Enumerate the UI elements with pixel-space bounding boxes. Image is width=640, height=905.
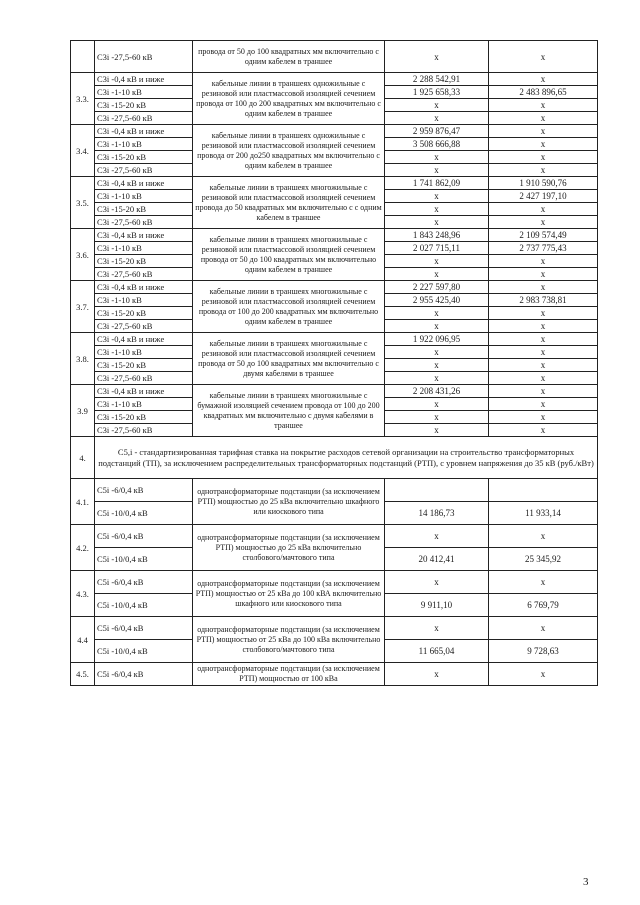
category-cell: С3i -1-10 кВ [95,346,193,359]
description-cell: однотрансформаторные подстанции (за исключением РТП) мощностью от 25 кВа до 100 кВА включительно шкафного или киоскового типа [193,571,385,617]
value-cell: x [385,164,489,177]
section-number [71,41,95,73]
category-cell: С5i -6/0,4 кВ [95,663,193,686]
category-cell: С3i -1-10 кВ [95,398,193,411]
value-cell: 2 737 775,43 [489,242,598,255]
category-cell: С5i -6/0,4 кВ [95,479,193,502]
page-number: 3 [583,876,589,888]
value-cell: 11 665,04 [385,640,489,663]
section-number: 3.8. [71,333,95,385]
category-cell: С3i -27,5-60 кВ [95,424,193,437]
category-cell: С3i -15-20 кВ [95,151,193,164]
value-cell: 2 483 896,65 [489,86,598,99]
category-cell: С3i -0,4 кВ и ниже [95,281,193,294]
category-cell: С3i -1-10 кВ [95,190,193,203]
value-cell: 9 728,63 [489,640,598,663]
value-cell: x [489,138,598,151]
table-row [71,177,598,190]
section-number: 3.9 [71,385,95,437]
value-cell [489,479,598,502]
table-row [71,617,598,640]
value-cell: x [489,41,598,73]
tariff-table [70,40,598,686]
category-cell: С5i -10/0,4 кВ [95,640,193,663]
value-cell: x [385,190,489,203]
value-cell: 3 508 666,88 [385,138,489,151]
section-header-text: С5,i - стандартизированная тарифная ставка на покрытие расходов сетевой организации на строительство трансформаторных подстанций (ТП), за исключением распределительных трансформаторных подстанций (РТП), с уровнем напряжения до 35 кВ (руб./кВт) [95,437,598,479]
value-cell: x [489,281,598,294]
value-cell: x [489,398,598,411]
value-cell: 2 027 715,11 [385,242,489,255]
value-cell: x [385,424,489,437]
table-row [71,229,598,242]
table-row [71,385,598,398]
category-cell: С5i -10/0,4 кВ [95,502,193,525]
category-cell: С3i -27,5-60 кВ [95,164,193,177]
value-cell: 2 208 431,26 [385,385,489,398]
category-cell: С3i -15-20 кВ [95,255,193,268]
value-cell: 6 769,79 [489,594,598,617]
value-cell: x [489,216,598,229]
value-cell: x [385,307,489,320]
category-cell: С3i -0,4 кВ и ниже [95,229,193,242]
value-cell: 9 911,10 [385,594,489,617]
description-cell: однотрансформаторные подстанции (за исключением РТП) мощностью до 25 кВа включительно столбового/мачтового типа [193,525,385,571]
value-cell: 2 959 876,47 [385,125,489,138]
value-cell: x [489,525,598,548]
value-cell: 1 741 862,09 [385,177,489,190]
table-row [71,571,598,594]
value-cell: 2 983 738,81 [489,294,598,307]
category-cell: С3i -1-10 кВ [95,242,193,255]
category-cell: С3i -0,4 кВ и ниже [95,177,193,190]
value-cell: x [385,372,489,385]
value-cell: 25 345,92 [489,548,598,571]
value-cell: x [489,307,598,320]
description-cell: однотрансформаторные подстанции (за исключением РТП) мощностью от 25 кВа до 100 кВа включительно столбового/мачтового типа [193,617,385,663]
table-row [71,333,598,346]
section-number: 3.7. [71,281,95,333]
value-cell: x [385,663,489,686]
section-number: 4.2. [71,525,95,571]
value-cell: x [489,411,598,424]
value-cell: x [385,112,489,125]
category-cell: С3i -15-20 кВ [95,411,193,424]
category-cell: С5i -10/0,4 кВ [95,594,193,617]
section-number: 4.4 [71,617,95,663]
value-cell: 14 186,73 [385,502,489,525]
value-cell: x [489,151,598,164]
value-cell: 1 925 658,33 [385,86,489,99]
section-number: 3.6. [71,229,95,281]
description-cell: провода от 50 до 100 квадратных мм включительно с одним кабелем в траншее [193,41,385,73]
value-cell: x [489,268,598,281]
table-row [71,73,598,86]
table-row [71,663,598,686]
value-cell: 1 843 248,96 [385,229,489,242]
value-cell: x [385,346,489,359]
value-cell: x [489,663,598,686]
value-cell: 2 109 574,49 [489,229,598,242]
table-row [71,525,598,548]
table-row [71,479,598,502]
table-row [71,281,598,294]
section-number: 4. [71,437,95,479]
value-cell: x [489,73,598,86]
value-cell: x [385,320,489,333]
section-number: 3.4. [71,125,95,177]
value-cell: x [489,346,598,359]
value-cell: x [489,255,598,268]
value-cell: x [489,99,598,112]
category-cell: С3i -0,4 кВ и ниже [95,333,193,346]
category-cell: С5i -6/0,4 кВ [95,617,193,640]
value-cell: x [385,41,489,73]
value-cell: x [385,203,489,216]
value-cell: x [489,203,598,216]
description-cell: однотрансформаторные подстанции (за исключением РТП) мощностью от 100 кВа [193,663,385,686]
description-cell: однотрансформаторные подстанции (за исключением РТП) мощностью до 25 кВа включительно шкафного или киоскового типа [193,479,385,525]
category-cell: С3i -1-10 кВ [95,138,193,151]
description-cell: кабельные линии в траншеях одножильные с резиновой или пластмассовой изоляцией сечением провода от 200 до250 квадратных мм включительно с одним кабелем в траншее [193,125,385,177]
category-cell: С3i -27,5-60 кВ [95,112,193,125]
value-cell: x [489,571,598,594]
value-cell: 2 227 597,80 [385,281,489,294]
value-cell: x [385,151,489,164]
description-cell: кабельные линии в траншеях одножильные с резиновой или пластмассовой изоляцией сечением провода от 100 до 200 квадратных мм включительно с одним кабелем в траншее [193,73,385,125]
value-cell: x [489,125,598,138]
section-number: 4.3. [71,571,95,617]
value-cell: x [489,320,598,333]
category-cell: С3i -1-10 кВ [95,86,193,99]
value-cell: x [385,398,489,411]
section-number: 4.5. [71,663,95,686]
value-cell: x [385,359,489,372]
category-cell: С3i -27,5-60 кВ [95,216,193,229]
description-cell: кабельные линии в траншеях многожильные с резиновой или пластмассовой изоляцией сечением провода от 50 до 100 квадратных мм включительно одним кабелем в траншее [193,229,385,281]
value-cell: x [385,255,489,268]
category-cell: С5i -6/0,4 кВ [95,571,193,594]
value-cell: x [489,359,598,372]
value-cell: x [385,99,489,112]
value-cell: 20 412,41 [385,548,489,571]
section-number: 4.1. [71,479,95,525]
category-cell: С3i -0,4 кВ и ниже [95,125,193,138]
value-cell: x [489,424,598,437]
value-cell: x [489,617,598,640]
category-cell: С3i -27,5-60 кВ [95,372,193,385]
description-cell: кабельные линии в траншеях многожильные с резиновой или пластмассовой изоляцией сечением провода от 50 до 100 квадратных мм включительно с двумя кабелями в траншее [193,333,385,385]
category-cell: С3i -0,4 кВ и ниже [95,385,193,398]
description-cell: кабельные линии в траншеях многожильные с резиновой или пластмассовой изоляцией сечением провода до 50 квадратных мм включительно с с одним кабелем в траншее [193,177,385,229]
description-cell: кабельные линии в траншеях многожильные с резиновой или пластмассовой изоляцией сечением провода от 100 до 200 квадратных мм включительно одним кабелем в траншее [193,281,385,333]
value-cell: x [385,617,489,640]
value-cell: x [489,333,598,346]
category-cell: С3i -15-20 кВ [95,307,193,320]
category-cell: С3i -27,5-60 кВ [95,41,193,73]
category-cell: С3i -27,5-60 кВ [95,268,193,281]
category-cell: С5i -10/0,4 кВ [95,548,193,571]
table-row [71,41,598,73]
value-cell: x [385,571,489,594]
section-number: 3.5. [71,177,95,229]
category-cell: С3i -15-20 кВ [95,359,193,372]
value-cell: 11 933,14 [489,502,598,525]
category-cell: С3i -1-10 кВ [95,294,193,307]
section-number: 3.3. [71,73,95,125]
value-cell: x [489,372,598,385]
value-cell [385,479,489,502]
value-cell: 1 910 590,76 [489,177,598,190]
category-cell: С3i -27,5-60 кВ [95,320,193,333]
value-cell: x [385,268,489,281]
category-cell: С3i -15-20 кВ [95,203,193,216]
description-cell: кабельные линии в траншеях многожильные с бумажной изоляцией сечением провода от 100 до 200 квадратных мм включительно с двумя кабелями в траншее [193,385,385,437]
value-cell: 1 922 096,95 [385,333,489,346]
section-header-row [71,437,598,479]
value-cell: x [385,525,489,548]
category-cell: С3i -0,4 кВ и ниже [95,73,193,86]
value-cell: 2 427 197,10 [489,190,598,203]
value-cell: x [489,112,598,125]
value-cell: 2 288 542,91 [385,73,489,86]
table-row [71,125,598,138]
value-cell: x [385,411,489,424]
category-cell: С5i -6/0,4 кВ [95,525,193,548]
value-cell: x [489,385,598,398]
value-cell: x [489,164,598,177]
value-cell: 2 955 425,40 [385,294,489,307]
value-cell: x [385,216,489,229]
category-cell: С3i -15-20 кВ [95,99,193,112]
